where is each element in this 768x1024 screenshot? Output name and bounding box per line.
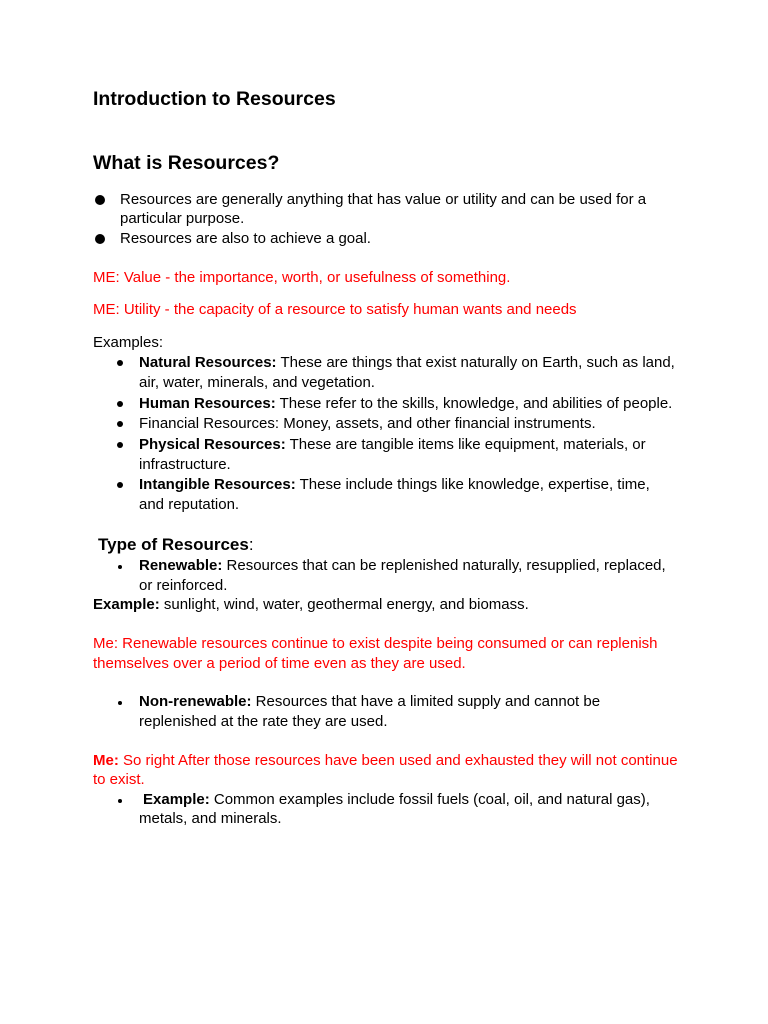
note-utility: ME: Utility - the capacity of a resource to satisfy human wants and needs (93, 301, 577, 318)
nonrenewable-note-line2: to exist. (93, 771, 145, 788)
nonrenewable-note-text: So right After those resources have been used and exhausted they will not continue (118, 752, 678, 769)
nonrenewable-example-line2: metals, and minerals. (139, 810, 282, 827)
example-human-text: These refer to the skills, knowledge, and abilities of people. (275, 395, 673, 412)
bullet-icon (117, 401, 123, 407)
nonrenewable-example-label: Example: (143, 791, 210, 808)
types-heading-colon: : (248, 535, 254, 554)
example-financial: Financial Resources: Money, assets, and other financial instruments. (139, 415, 596, 432)
example-physical-text: These are tangible items like equipment, materials, or (285, 436, 646, 453)
nonrenewable-note-label: Me: (93, 752, 119, 769)
intro-bullet-1-line1: Resources are generally anything that has value or utility and can be used for a (120, 191, 647, 208)
bullet-icon (118, 799, 122, 803)
bullet-icon (117, 360, 123, 366)
nonrenewable-example-text: Common examples include fossil fuels (coal, oil, and natural gas), (209, 791, 650, 808)
renewable-note-line2: themselves over a period of time even as they are used. (93, 655, 466, 672)
types-heading-label: Type of Resources (98, 535, 249, 554)
bullet-icon (95, 234, 105, 244)
intro-bullet-1-line2: particular purpose. (120, 210, 245, 227)
examples-label: Examples: (93, 334, 164, 351)
example-physical-line2: infrastructure. (139, 456, 231, 473)
bullet-icon (117, 442, 123, 448)
renewable-item (139, 556, 666, 576)
nonrenewable-text: Resources that have a limited supply and cannot be (251, 693, 601, 710)
example-physical-label: Physical Resources: (139, 436, 286, 453)
example-human-label: Human Resources: (139, 395, 276, 412)
bullet-icon (118, 701, 122, 705)
bullet-icon (118, 565, 122, 569)
example-intangible-line2: and reputation. (139, 496, 240, 513)
example-intangible-text: These include things like knowledge, expertise, time, (295, 476, 650, 493)
renewable-example (93, 595, 529, 615)
example-intangible-label: Intangible Resources: (139, 476, 296, 493)
renewable-line2: or reinforced. (139, 577, 228, 594)
example-natural-text: These are things that exist naturally on Earth, such as land, (276, 354, 675, 371)
bullet-icon (117, 482, 123, 488)
types-heading (98, 534, 254, 556)
example-intangible (139, 475, 650, 495)
nonrenewable-line2: replenished at the rate they are used. (139, 713, 388, 730)
nonrenewable-note (93, 751, 678, 771)
section-heading: What is Resources? (93, 152, 280, 174)
bullet-icon (95, 195, 105, 205)
nonrenewable-item (139, 692, 600, 712)
example-physical (139, 435, 646, 455)
nonrenewable-label: Non-renewable: (139, 693, 252, 710)
renewable-label: Renewable: (139, 557, 223, 574)
bullet-icon (117, 421, 123, 427)
example-natural-label: Natural Resources: (139, 354, 277, 371)
example-human (139, 394, 672, 414)
page-title: Introduction to Resources (93, 88, 336, 110)
renewable-example-text: sunlight, wind, water, geothermal energy, and biomass. (159, 596, 529, 613)
renewable-text: Resources that can be replenished naturally, resupplied, replaced, (222, 557, 666, 574)
intro-bullet-2: Resources are also to achieve a goal. (120, 230, 371, 247)
nonrenewable-example (143, 790, 650, 810)
example-natural (139, 353, 675, 373)
note-value: ME: Value - the importance, worth, or usefulness of something. (93, 269, 511, 286)
renewable-example-label: Example: (93, 596, 160, 613)
example-natural-line2: air, water, minerals, and vegetation. (139, 374, 375, 391)
renewable-note-line1: Me: Renewable resources continue to exist despite being consumed or can replenish (93, 635, 658, 652)
